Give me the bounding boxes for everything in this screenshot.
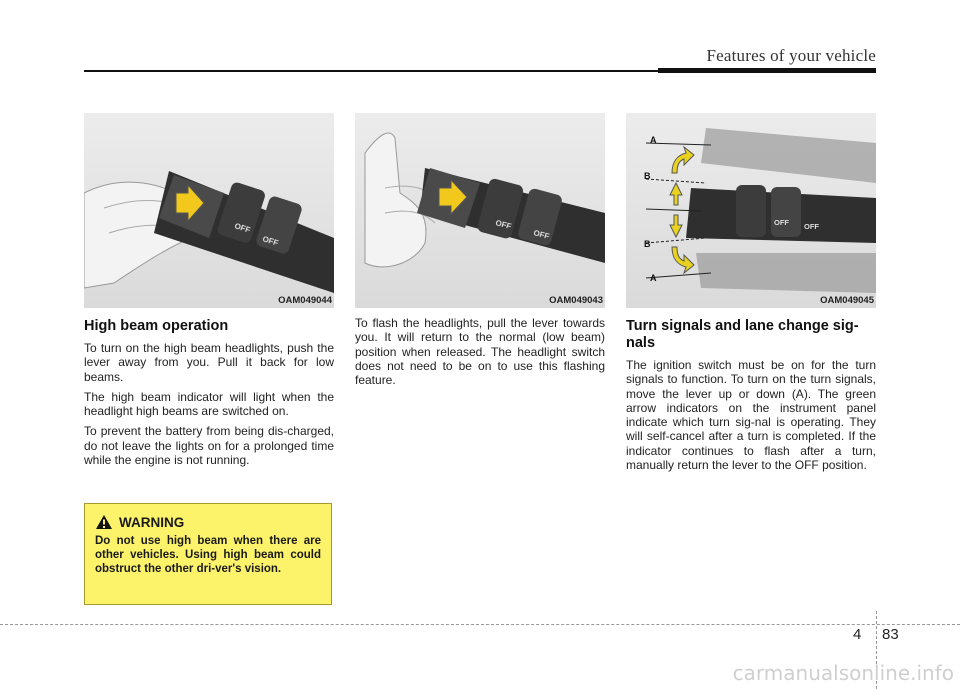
label-b-bottom: B [644,239,651,249]
warning-box [84,503,332,605]
paragraph: To turn on the high beam headlights, push the lever away from you. Pull it back for low beams. [84,341,334,384]
label-a-top: A [650,135,657,145]
column-flash [355,113,605,393]
paragraph: The high beam indicator will light when the headlight high beams are switched on. [84,389,334,419]
switch-off-text-2: OFF [532,228,551,242]
turn-signal-illustration [626,113,876,308]
heading-high-beam: High beam operation [84,318,229,334]
figure-high-beam-photo [84,113,334,308]
warning-header [95,514,321,530]
figure-turn-signal-photo [626,113,876,308]
curved-up-arrow-icon [672,147,694,173]
down-arrow-icon [670,215,682,237]
column-high-beam [84,113,334,473]
figure-flash-photo [355,113,605,308]
switch-off-text-1: OFF [494,218,513,232]
figure-caption: OAM049044 [278,295,332,306]
footer-dashed-line [0,624,960,625]
header-bar [658,68,876,73]
switch-off-text-1: OFF [233,221,252,235]
curved-down-arrow-icon [672,247,694,273]
warning-text: Do not use high beam when there are other vehicles. Using high beam could obstruct the other dri-ver's vision. [95,535,321,575]
heading-turn-signals: Turn signals and lane change sig-nals [626,318,859,351]
up-arrow-icon [670,183,682,205]
column-turn-signals [626,113,876,478]
watermark: carmanualsonline.info [732,661,954,685]
switch-off-text-2: OFF [261,234,280,248]
lever-push-illustration [84,113,334,308]
page-number: 83 [882,626,899,643]
figure-caption: OAM049043 [549,295,603,306]
chapter-number: 4 [853,626,862,643]
label-a-bottom: A [650,273,657,283]
warning-title: WARNING [119,514,185,530]
figure-caption: OAM049045 [820,295,874,306]
label-b-top: B [644,171,651,181]
section-title: Features of your vehicle [706,46,876,65]
paragraph: To flash the headlights, pull the lever towards you. It will return to the normal (low beam) position when released. The headlight switch does not need to be on to use this flashing feature. [355,316,605,388]
switch-off-text-1: OFF [774,218,789,227]
paragraph: To prevent the battery from being dis-charged, do not leave the lights on for a prolonged time while the engine is not running. [84,424,334,468]
warning-triangle-icon [95,514,113,530]
paragraph: The ignition switch must be on for the turn signals to function. To turn on the turn signals, move the lever up or down (A). The green arrow indicators on the instrument panel indicate which turn sig-nal is operating. They will self-cancel after a turn is completed. If the indicator continues to flash after a turn, manually return the lever to the OFF position. [626,358,876,473]
lever-pull-illustration [355,113,605,308]
switch-off-text-2: OFF [804,222,819,231]
